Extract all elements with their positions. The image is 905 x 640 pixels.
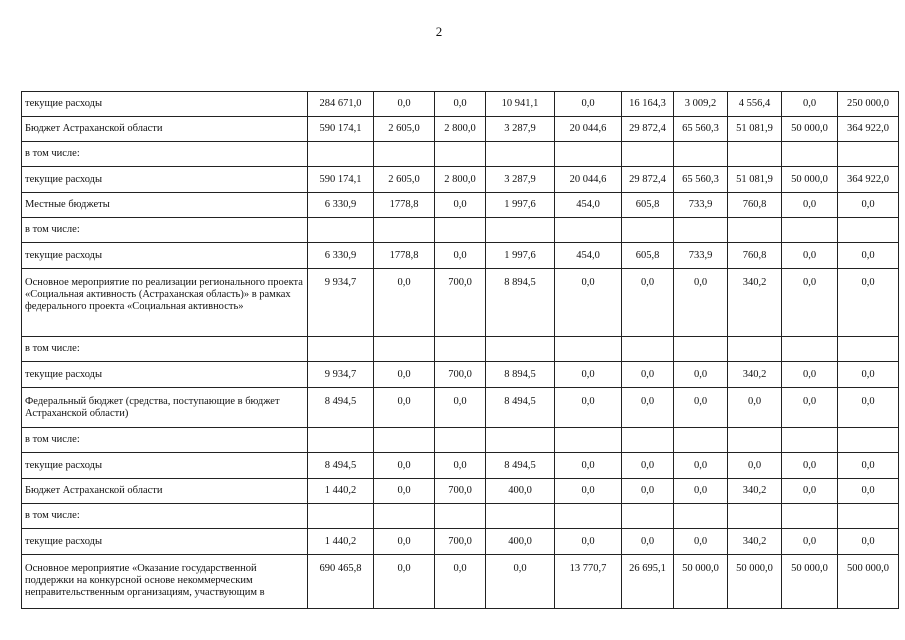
row-label: Основное мероприятие «Оказание государственной поддержки на конкурсной основе некоммерческим неправительственным организациям, участвующим в <box>22 555 308 609</box>
value-cell: 16 164,3 <box>622 92 674 117</box>
value-cell: 0,0 <box>622 529 674 555</box>
value-cell: 10 941,1 <box>486 92 555 117</box>
budget-table <box>21 91 899 609</box>
value-cell: 50 000,0 <box>674 555 728 609</box>
value-cell <box>838 218 899 243</box>
value-cell: 0,0 <box>374 555 435 609</box>
value-cell: 13 770,7 <box>555 555 622 609</box>
table-row <box>22 269 899 337</box>
value-cell: 0,0 <box>374 92 435 117</box>
value-cell: 9 934,7 <box>308 362 374 388</box>
value-cell: 760,8 <box>728 193 782 218</box>
value-cell: 0,0 <box>782 193 838 218</box>
value-cell: 2 800,0 <box>435 117 486 142</box>
value-cell <box>838 428 899 453</box>
value-cell: 0,0 <box>838 269 899 337</box>
value-cell: 0,0 <box>555 479 622 504</box>
value-cell <box>838 337 899 362</box>
value-cell: 284 671,0 <box>308 92 374 117</box>
row-label: текущие расходы <box>22 167 308 193</box>
value-cell: 0,0 <box>555 269 622 337</box>
value-cell: 0,0 <box>782 269 838 337</box>
value-cell: 0,0 <box>435 243 486 269</box>
table-row <box>22 92 899 117</box>
value-cell <box>674 337 728 362</box>
value-cell: 2 605,0 <box>374 167 435 193</box>
value-cell: 700,0 <box>435 362 486 388</box>
value-cell <box>486 218 555 243</box>
value-cell <box>374 337 435 362</box>
value-cell: 8 494,5 <box>486 388 555 428</box>
table-row <box>22 243 899 269</box>
value-cell <box>728 337 782 362</box>
value-cell: 700,0 <box>435 269 486 337</box>
value-cell: 0,0 <box>838 193 899 218</box>
value-cell: 0,0 <box>838 529 899 555</box>
page-number: 2 <box>435 24 443 39</box>
value-cell: 65 560,3 <box>674 117 728 142</box>
value-cell: 590 174,1 <box>308 167 374 193</box>
value-cell: 0,0 <box>374 529 435 555</box>
value-cell <box>838 504 899 529</box>
value-cell: 0,0 <box>674 479 728 504</box>
value-cell: 8 494,5 <box>486 453 555 479</box>
value-cell: 3 009,2 <box>674 92 728 117</box>
value-cell: 0,0 <box>435 193 486 218</box>
value-cell: 9 934,7 <box>308 269 374 337</box>
value-cell: 0,0 <box>435 388 486 428</box>
value-cell: 0,0 <box>728 388 782 428</box>
value-cell <box>674 504 728 529</box>
row-label: в том числе: <box>22 142 308 167</box>
value-cell: 340,2 <box>728 269 782 337</box>
value-cell: 0,0 <box>435 453 486 479</box>
table-row <box>22 529 899 555</box>
table-row <box>22 167 899 193</box>
value-cell: 1 440,2 <box>308 529 374 555</box>
value-cell: 0,0 <box>374 453 435 479</box>
value-cell: 3 287,9 <box>486 167 555 193</box>
value-cell: 0,0 <box>555 453 622 479</box>
value-cell <box>374 142 435 167</box>
value-cell: 26 695,1 <box>622 555 674 609</box>
value-cell <box>728 504 782 529</box>
value-cell: 50 000,0 <box>782 167 838 193</box>
value-cell: 400,0 <box>486 529 555 555</box>
value-cell: 1 997,6 <box>486 243 555 269</box>
value-cell: 50 000,0 <box>728 555 782 609</box>
row-label: Основное мероприятие по реализации регионального проекта «Социальная активность (Астраханская область)» в рамках федерального проекта «Социальная активность» <box>22 269 308 337</box>
value-cell: 0,0 <box>782 529 838 555</box>
value-cell: 3 287,9 <box>486 117 555 142</box>
value-cell: 0,0 <box>674 362 728 388</box>
value-cell: 8 894,5 <box>486 269 555 337</box>
table-row <box>22 555 899 609</box>
value-cell <box>838 142 899 167</box>
row-label: текущие расходы <box>22 529 308 555</box>
value-cell <box>435 428 486 453</box>
value-cell: 0,0 <box>838 243 899 269</box>
value-cell <box>782 337 838 362</box>
value-cell: 0,0 <box>374 269 435 337</box>
value-cell <box>782 218 838 243</box>
value-cell <box>674 428 728 453</box>
value-cell: 0,0 <box>622 479 674 504</box>
value-cell <box>622 337 674 362</box>
value-cell: 0,0 <box>486 555 555 609</box>
value-cell: 733,9 <box>674 193 728 218</box>
value-cell: 51 081,9 <box>728 167 782 193</box>
value-cell: 1778,8 <box>374 243 435 269</box>
value-cell <box>374 504 435 529</box>
value-cell: 1778,8 <box>374 193 435 218</box>
value-cell <box>622 504 674 529</box>
value-cell: 1 997,6 <box>486 193 555 218</box>
value-cell: 760,8 <box>728 243 782 269</box>
value-cell: 8 894,5 <box>486 362 555 388</box>
table-row <box>22 453 899 479</box>
value-cell: 733,9 <box>674 243 728 269</box>
value-cell <box>486 504 555 529</box>
value-cell <box>728 218 782 243</box>
value-cell: 4 556,4 <box>728 92 782 117</box>
value-cell: 2 605,0 <box>374 117 435 142</box>
value-cell: 50 000,0 <box>782 117 838 142</box>
value-cell <box>782 428 838 453</box>
value-cell: 0,0 <box>555 362 622 388</box>
value-cell <box>374 428 435 453</box>
value-cell: 6 330,9 <box>308 243 374 269</box>
value-cell: 0,0 <box>555 388 622 428</box>
value-cell: 0,0 <box>838 388 899 428</box>
row-label: текущие расходы <box>22 92 308 117</box>
value-cell <box>674 218 728 243</box>
value-cell: 454,0 <box>555 193 622 218</box>
value-cell: 51 081,9 <box>728 117 782 142</box>
value-cell: 0,0 <box>622 388 674 428</box>
value-cell: 0,0 <box>374 479 435 504</box>
value-cell: 364 922,0 <box>838 117 899 142</box>
row-label: Бюджет Астраханской области <box>22 117 308 142</box>
value-cell: 0,0 <box>674 453 728 479</box>
value-cell: 605,8 <box>622 243 674 269</box>
value-cell <box>486 142 555 167</box>
value-cell: 0,0 <box>782 453 838 479</box>
value-cell <box>782 504 838 529</box>
value-cell: 0,0 <box>782 479 838 504</box>
value-cell <box>728 428 782 453</box>
row-label: текущие расходы <box>22 453 308 479</box>
value-cell: 6 330,9 <box>308 193 374 218</box>
value-cell <box>486 428 555 453</box>
value-cell: 29 872,4 <box>622 117 674 142</box>
value-cell <box>622 142 674 167</box>
value-cell: 0,0 <box>782 362 838 388</box>
table-row <box>22 218 899 243</box>
value-cell: 500 000,0 <box>838 555 899 609</box>
value-cell: 0,0 <box>838 453 899 479</box>
value-cell <box>308 428 374 453</box>
value-cell: 690 465,8 <box>308 555 374 609</box>
value-cell: 0,0 <box>555 529 622 555</box>
row-label: Федеральный бюджет (средства, поступающие в бюджет Астраханской области) <box>22 388 308 428</box>
value-cell: 0,0 <box>435 555 486 609</box>
value-cell: 65 560,3 <box>674 167 728 193</box>
value-cell <box>555 428 622 453</box>
value-cell: 700,0 <box>435 479 486 504</box>
value-cell <box>728 142 782 167</box>
value-cell: 0,0 <box>782 243 838 269</box>
value-cell: 50 000,0 <box>782 555 838 609</box>
value-cell: 29 872,4 <box>622 167 674 193</box>
value-cell: 0,0 <box>555 92 622 117</box>
row-label: в том числе: <box>22 337 308 362</box>
value-cell: 0,0 <box>622 453 674 479</box>
value-cell: 8 494,5 <box>308 453 374 479</box>
value-cell: 0,0 <box>838 479 899 504</box>
table-row <box>22 337 899 362</box>
value-cell <box>486 337 555 362</box>
value-cell: 400,0 <box>486 479 555 504</box>
value-cell: 0,0 <box>838 362 899 388</box>
value-cell: 0,0 <box>622 362 674 388</box>
table-row <box>22 362 899 388</box>
value-cell: 0,0 <box>374 388 435 428</box>
table-row <box>22 117 899 142</box>
value-cell: 1 440,2 <box>308 479 374 504</box>
value-cell <box>435 218 486 243</box>
row-label: Местные бюджеты <box>22 193 308 218</box>
value-cell: 0,0 <box>674 529 728 555</box>
value-cell: 590 174,1 <box>308 117 374 142</box>
value-cell <box>555 142 622 167</box>
value-cell: 8 494,5 <box>308 388 374 428</box>
value-cell <box>308 142 374 167</box>
value-cell: 340,2 <box>728 479 782 504</box>
value-cell: 20 044,6 <box>555 167 622 193</box>
table-row <box>22 504 899 529</box>
value-cell <box>374 218 435 243</box>
value-cell: 454,0 <box>555 243 622 269</box>
value-cell <box>555 337 622 362</box>
value-cell: 0,0 <box>782 388 838 428</box>
row-label: в том числе: <box>22 428 308 453</box>
value-cell <box>782 142 838 167</box>
value-cell <box>435 504 486 529</box>
table-row <box>22 142 899 167</box>
value-cell: 0,0 <box>782 92 838 117</box>
table-row <box>22 479 899 504</box>
value-cell <box>622 428 674 453</box>
value-cell: 2 800,0 <box>435 167 486 193</box>
row-label: Бюджет Астраханской области <box>22 479 308 504</box>
table-row <box>22 193 899 218</box>
value-cell <box>308 218 374 243</box>
value-cell: 340,2 <box>728 362 782 388</box>
value-cell: 250 000,0 <box>838 92 899 117</box>
table-row <box>22 428 899 453</box>
value-cell <box>555 218 622 243</box>
value-cell <box>674 142 728 167</box>
value-cell: 364 922,0 <box>838 167 899 193</box>
value-cell: 20 044,6 <box>555 117 622 142</box>
value-cell: 0,0 <box>674 269 728 337</box>
row-label: в том числе: <box>22 504 308 529</box>
row-label: в том числе: <box>22 218 308 243</box>
value-cell: 605,8 <box>622 193 674 218</box>
value-cell <box>622 218 674 243</box>
value-cell: 340,2 <box>728 529 782 555</box>
row-label: текущие расходы <box>22 243 308 269</box>
row-label: текущие расходы <box>22 362 308 388</box>
value-cell: 0,0 <box>374 362 435 388</box>
table-row <box>22 388 899 428</box>
value-cell: 700,0 <box>435 529 486 555</box>
value-cell <box>308 504 374 529</box>
value-cell <box>435 142 486 167</box>
value-cell: 0,0 <box>728 453 782 479</box>
value-cell: 0,0 <box>622 269 674 337</box>
value-cell <box>435 337 486 362</box>
value-cell: 0,0 <box>674 388 728 428</box>
value-cell: 0,0 <box>435 92 486 117</box>
value-cell <box>308 337 374 362</box>
value-cell <box>555 504 622 529</box>
